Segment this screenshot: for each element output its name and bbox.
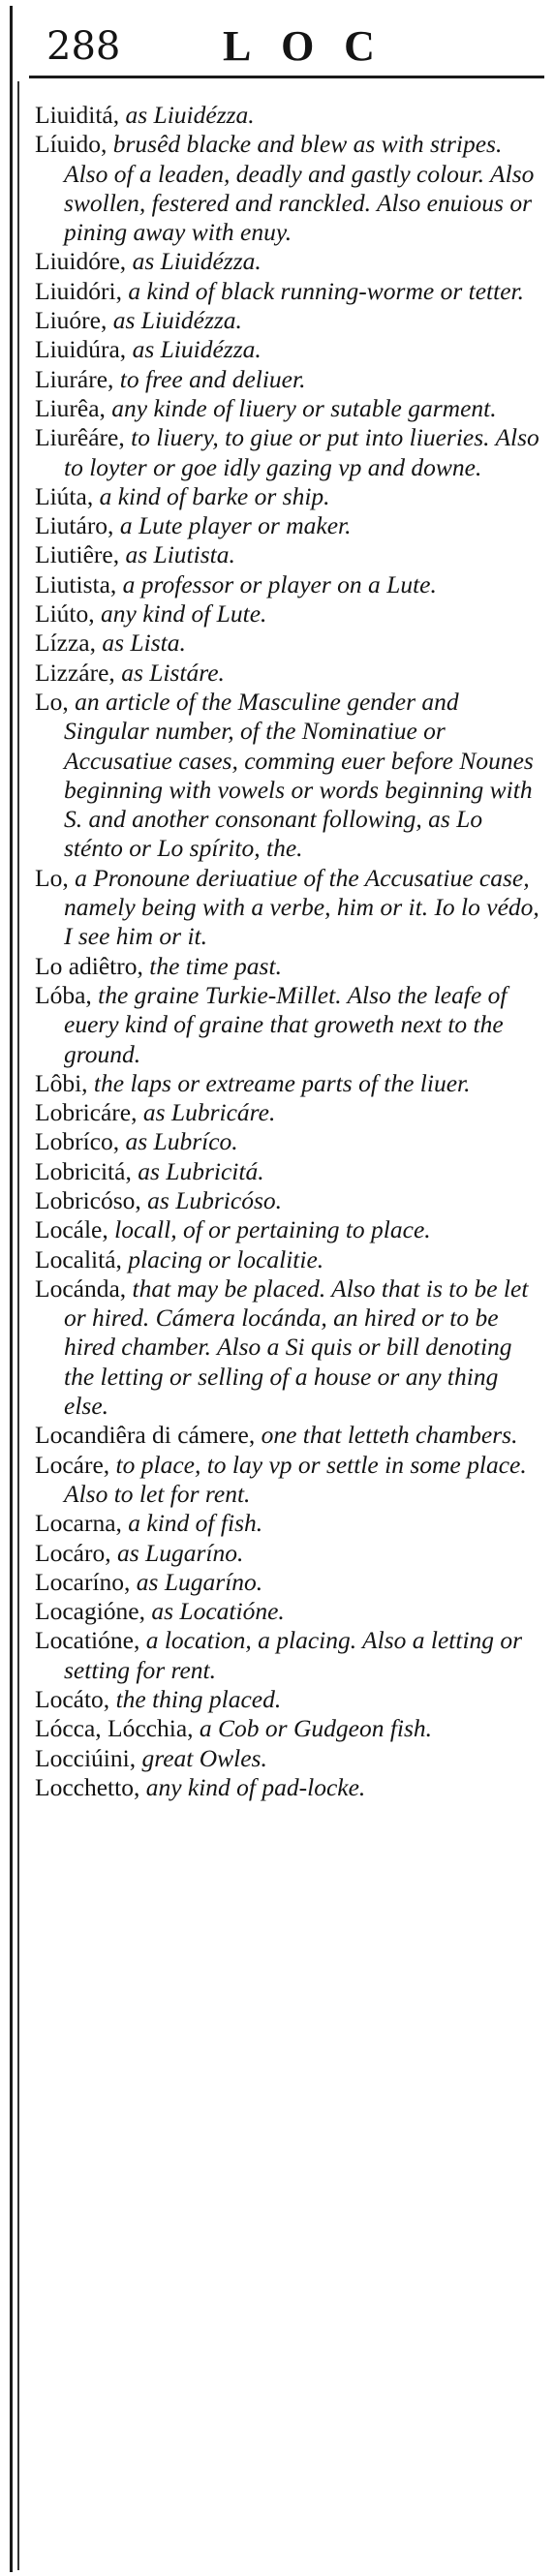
- entry-definition: a kind of barke or ship.: [93, 481, 330, 510]
- entry-definition: an article of the Masculine gender and Singular number, of the Nominatiue or Accusatiue cases, comming euer before Nounes beginning with vowels or words beginning with S. and another consonant following, as Lo sténto or Lo spírito, the.: [64, 687, 534, 863]
- entry-headword: Lobricáre,: [35, 1098, 138, 1127]
- entry-definition: the time past.: [142, 951, 282, 980]
- entry-definition: to liuery, to giue or put into liueries. Also to loyter or goe idly gazing vp and downe.: [64, 423, 539, 481]
- entry-definition: any kind of pad-locke.: [139, 1772, 366, 1801]
- entry-definition: as Lubricóso.: [140, 1185, 283, 1214]
- dictionary-entry: [35, 1157, 540, 1186]
- entry-definition: as Lista.: [96, 629, 186, 658]
- entry-headword: Lobricitá,: [35, 1156, 132, 1185]
- dictionary-entry: [35, 1773, 540, 1802]
- entry-headword: Locaríno,: [35, 1567, 131, 1596]
- entry-definition: a professor or player on a Lute.: [116, 569, 437, 598]
- entry-headword: Lócca, Lócchia,: [35, 1714, 194, 1743]
- entry-definition: placing or localitie.: [121, 1244, 324, 1273]
- entry-definition: as Liuidézza.: [119, 101, 255, 129]
- dictionary-entry: [35, 1245, 540, 1274]
- entry-definition: as Lubricitá.: [131, 1156, 264, 1185]
- entry-headword: Locáro,: [35, 1538, 111, 1567]
- entry-definition: to place, to lay vp or settle in some place. Also to let for rent.: [64, 1450, 527, 1508]
- entry-headword: Locagióne,: [35, 1597, 145, 1626]
- entry-headword: Lo,: [35, 687, 69, 716]
- entry-headword: Liúto,: [35, 599, 95, 629]
- entry-headword: Liuráre,: [35, 364, 114, 393]
- dictionary-entry: [35, 394, 540, 423]
- entry-headword: Liuiditá,: [35, 101, 120, 129]
- entry-definition: a Lute player or maker.: [113, 511, 352, 540]
- entry-definition: as Lubricáre.: [137, 1098, 276, 1127]
- dictionary-entry: [35, 1685, 540, 1714]
- dictionary-entry: [35, 423, 540, 482]
- entry-definition: a Cob or Gudgeon fish.: [193, 1714, 433, 1743]
- entry-headword: Locále,: [35, 1215, 108, 1244]
- dictionary-entry: [35, 511, 540, 540]
- entry-definition: as Lugaríno.: [110, 1538, 244, 1567]
- entry-headword: Liutiêre,: [35, 540, 120, 569]
- entry-definition: as Lugaríno.: [130, 1567, 263, 1596]
- entry-headword: Locáre,: [35, 1450, 110, 1479]
- dictionary-entries: [35, 101, 540, 1802]
- entry-headword: Locánda,: [35, 1273, 127, 1303]
- dictionary-entry: [35, 1539, 540, 1568]
- dictionary-entry: [35, 306, 540, 335]
- dictionary-entry: [35, 1274, 540, 1421]
- dictionary-entry: [35, 1069, 540, 1098]
- dictionary-entry: [35, 365, 540, 394]
- dictionary-entry: [35, 1186, 540, 1215]
- entry-definition: the thing placed.: [109, 1685, 282, 1714]
- entry-definition: to free and deliuer.: [113, 364, 306, 393]
- entry-headword: Locáto,: [35, 1685, 110, 1714]
- dictionary-entry: [35, 540, 540, 569]
- entry-definition: that may be placed. Also that is to be let or hired. Cámera locánda, an hired or to be hired chamber. Also a Si quis or bill denoting the letting or selling of a house or any thing else.: [64, 1273, 529, 1421]
- dictionary-entry: [35, 335, 540, 364]
- entry-definition: any kinde of liuery or sutable garment.: [105, 393, 497, 422]
- header-rule: [29, 76, 544, 78]
- dictionary-entry: [35, 570, 540, 599]
- entry-headword: Locatióne,: [35, 1626, 140, 1655]
- entry-headword: Liurêáre,: [35, 423, 125, 452]
- entry-headword: Lízza,: [35, 629, 96, 658]
- entry-definition: a kind of fish.: [121, 1509, 263, 1538]
- entry-headword: Locciúini,: [35, 1743, 137, 1772]
- page-header: [29, 17, 542, 68]
- entry-definition: as Liutista.: [119, 540, 235, 569]
- entry-headword: Liuidúra,: [35, 335, 127, 364]
- entry-definition: the graine Turkie-Millet. Also the leafe of euery kind of graine that groweth next to the ground.: [64, 980, 508, 1068]
- dictionary-entry: [35, 482, 540, 511]
- entry-headword: Liuidóri,: [35, 276, 122, 305]
- entry-headword: Liutista,: [35, 569, 117, 598]
- dictionary-entry: [35, 1451, 540, 1510]
- entry-headword: Liurêa,: [35, 393, 106, 422]
- page-number: 288: [46, 24, 121, 69]
- entry-definition: as Locatióne.: [145, 1597, 285, 1626]
- entry-definition: locall, of or pertaining to place.: [108, 1215, 431, 1244]
- entry-headword: Liuóre,: [35, 306, 108, 335]
- entry-definition: as Liuidézza.: [126, 247, 262, 276]
- dictionary-entry: [35, 1626, 540, 1685]
- entry-headword: Lo,: [35, 863, 69, 892]
- dictionary-entry: [35, 1509, 540, 1538]
- dictionary-entry: [35, 277, 540, 306]
- dictionary-entry: [35, 1568, 540, 1597]
- dictionary-entry: [35, 981, 540, 1069]
- entry-definition: any kind of Lute.: [94, 599, 267, 629]
- entry-definition: as Liuidézza.: [107, 306, 242, 335]
- dictionary-entry: [35, 1597, 540, 1626]
- entry-definition: as Listáre.: [114, 658, 225, 687]
- entry-headword: Locarna,: [35, 1509, 122, 1538]
- dictionary-entry: [35, 247, 540, 276]
- dictionary-entry: [35, 1098, 540, 1127]
- dictionary-entry: [35, 688, 540, 864]
- entry-headword: Liuidóre,: [35, 247, 127, 276]
- entry-headword: Lôbi,: [35, 1068, 88, 1097]
- dictionary-entry: [35, 1421, 540, 1450]
- entry-headword: Líuido,: [35, 130, 108, 159]
- dictionary-entry: [35, 864, 540, 952]
- entry-definition: one that letteth chambers.: [255, 1421, 518, 1450]
- running-head: LOC: [223, 22, 405, 70]
- entry-headword: Lóba,: [35, 980, 92, 1009]
- entry-definition: a kind of black running-worme or tetter.: [121, 276, 524, 305]
- entry-definition: a Pronoune deriuatiue of the Accusatiue case, namely being with a verbe, him or it. Io lo védo, I see him or it.: [64, 863, 539, 951]
- dictionary-entry: [35, 1127, 540, 1156]
- entry-definition: a location, a placing. Also a letting or setting for rent.: [64, 1626, 523, 1684]
- entry-headword: Liúta,: [35, 481, 94, 510]
- dictionary-entry: [35, 599, 540, 629]
- dictionary-entry: [35, 101, 540, 130]
- dictionary-entry: [35, 952, 540, 981]
- entry-headword: Localitá,: [35, 1244, 122, 1273]
- page-left-border: [10, 6, 13, 2572]
- dictionary-entry: [35, 659, 540, 688]
- entry-definition: as Lubríco.: [119, 1127, 238, 1156]
- dictionary-entry: [35, 1744, 540, 1773]
- dictionary-entry: [35, 1215, 540, 1244]
- entry-headword: Locchetto,: [35, 1772, 140, 1801]
- dictionary-entry: [35, 1714, 540, 1743]
- entry-headword: Lobríco,: [35, 1127, 120, 1156]
- dictionary-entry: [35, 629, 540, 658]
- entry-definition: the laps or extreame parts of the liuer.: [87, 1068, 471, 1097]
- entry-definition: great Owles.: [136, 1743, 267, 1772]
- entry-headword: Lo adiêtro,: [35, 951, 143, 980]
- entry-headword: Lizzáre,: [35, 658, 115, 687]
- column-left-rule: [17, 81, 19, 2570]
- entry-headword: Locandiêra di cámere,: [35, 1421, 256, 1450]
- entry-definition: brusêd blacke and blew as with stripes. Also of a leaden, deadly and gastly colour. Also swollen, festered and ranckled. Also enuious or pining away with enuy.: [64, 130, 535, 247]
- entry-headword: Lobricóso,: [35, 1185, 141, 1214]
- dictionary-entry: [35, 130, 540, 247]
- entry-definition: as Liuidézza.: [126, 335, 262, 364]
- entry-headword: Liutáro,: [35, 511, 114, 540]
